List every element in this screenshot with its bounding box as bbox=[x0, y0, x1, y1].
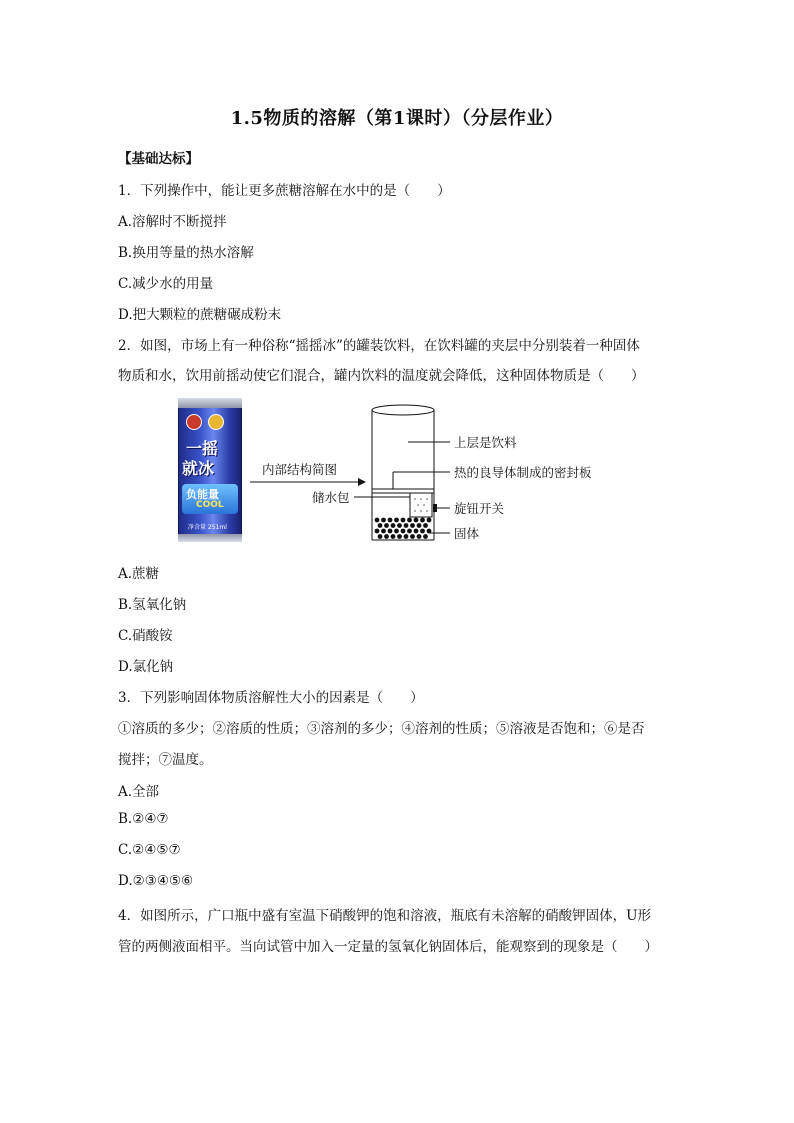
sealing-plate bbox=[372, 489, 434, 493]
question-3-stem-line-2: ①溶质的多少；②溶质的性质；③溶剂的多少；④溶剂的性质；⑤溶液是否饱和；⑥是否 bbox=[118, 721, 645, 737]
question-3-option-c: C.②④⑤⑦ bbox=[118, 842, 181, 858]
can-text-3: 负能量 bbox=[186, 488, 219, 501]
solid-particle bbox=[420, 518, 425, 523]
solid-particle bbox=[407, 529, 412, 534]
water-bag bbox=[410, 493, 432, 517]
question-2-stem-line-1: 2．如图，市场上有一种俗称“摇摇冰”的罐装饮料，在饮料罐的夹层中分别装着一种固体 bbox=[118, 338, 640, 354]
question-3-option-d: D.②③④⑤⑥ bbox=[118, 873, 194, 889]
solid-particle bbox=[410, 534, 415, 539]
cylinder-top bbox=[372, 405, 434, 415]
solid-particle bbox=[397, 534, 402, 539]
solid-particle bbox=[388, 518, 393, 523]
question-2-stem-line-2: 物质和水，饮用前摇动使它们混合，罐内饮料的温度就会降低，这种固体物质是（ ） bbox=[118, 368, 645, 384]
solid-particle bbox=[384, 534, 389, 539]
can-text-1: 一摇 bbox=[186, 439, 219, 458]
solid-particle bbox=[375, 518, 380, 523]
internal-structure-diagram bbox=[250, 392, 592, 552]
solid-particle bbox=[375, 529, 380, 534]
page-title: 1.5物质的溶解（第1课时）（分层作业） bbox=[230, 108, 564, 129]
can-rim-top bbox=[178, 398, 242, 408]
solid-particle bbox=[391, 523, 396, 528]
solid-particle bbox=[410, 523, 415, 528]
solid-particle bbox=[378, 534, 383, 539]
solid-particle bbox=[401, 529, 406, 534]
question-4-stem-line-2: 管的两侧液面相平。当向试管中加入一定量的氢氧化钠固体后，能观察到的现象是（ ） bbox=[118, 939, 658, 955]
solid-particle bbox=[427, 518, 432, 523]
can-text-2: 就冰 bbox=[182, 459, 215, 478]
section-heading: 【基础达标】 bbox=[118, 151, 199, 167]
question-1-option-a: A.溶解时不断搅拌 bbox=[118, 214, 227, 230]
question-1-stem: 1．下列操作中，能让更多蔗糖溶解在水中的是（ ） bbox=[118, 183, 451, 199]
question-4-stem-line-1: 4．如图所示，广口瓶中盛有室温下硝酸钾的饱和溶液，瓶底有未溶解的硝酸钾固体，U形 bbox=[118, 908, 651, 924]
solid-particle bbox=[414, 518, 419, 523]
solid-particle bbox=[423, 523, 428, 528]
solid-particle bbox=[388, 529, 393, 534]
solid-particle bbox=[414, 529, 419, 534]
solid-particle bbox=[394, 518, 399, 523]
question-3-stem-line-1: 3．下列影响固体物质溶解性大小的因素是（ ） bbox=[118, 690, 424, 706]
question-2-option-d: D.氯化钠 bbox=[118, 659, 174, 675]
label-upper: 上层是饮料 bbox=[454, 435, 517, 450]
solid-particle bbox=[417, 534, 422, 539]
label-plate: 热的良导体制成的密封板 bbox=[454, 465, 592, 480]
solid-particle bbox=[394, 529, 399, 534]
question-3-stem-line-3: 搅拌；⑦温度。 bbox=[118, 752, 213, 768]
arrow-head bbox=[358, 478, 366, 486]
solid-particle bbox=[407, 518, 412, 523]
can-text-4: COOL bbox=[196, 500, 224, 510]
question-1-option-c: C.减少水的用量 bbox=[118, 276, 214, 292]
question-2-option-c: C.硝酸铵 bbox=[118, 628, 173, 644]
solid-particle bbox=[391, 534, 396, 539]
solid-particles bbox=[375, 518, 432, 539]
solid-particle bbox=[381, 518, 386, 523]
question-3-option-b: B.②④⑦ bbox=[118, 811, 169, 827]
solid-particle bbox=[423, 534, 428, 539]
knob-switch bbox=[433, 504, 437, 512]
question-3-option-a: A.全部 bbox=[118, 784, 160, 800]
label-solid: 固体 bbox=[454, 526, 480, 541]
solid-particle bbox=[384, 523, 389, 528]
question-1-option-b: B.换用等量的热水溶解 bbox=[118, 245, 254, 261]
question-2-option-b: B.氢氧化钠 bbox=[118, 597, 187, 613]
arrow-label: 内部结构简图 bbox=[262, 462, 338, 477]
label-knob: 旋钮开关 bbox=[454, 501, 505, 516]
yaoyaobing-figure bbox=[170, 392, 592, 552]
question-2-option-a: A.蔗糖 bbox=[118, 566, 160, 582]
solid-particle bbox=[378, 523, 383, 528]
question-1-option-d: D.把大颗粒的蔗糖碾成粉末 bbox=[118, 307, 282, 323]
solid-particle bbox=[401, 518, 406, 523]
solid-particle bbox=[397, 523, 402, 528]
can-text-5: 净含量 251ml bbox=[188, 524, 227, 531]
solid-particle bbox=[404, 523, 409, 528]
drink-can-image bbox=[178, 398, 242, 542]
label-water-bag: 储水包 bbox=[312, 490, 350, 505]
can-badge-icon bbox=[186, 414, 202, 430]
solid-particle bbox=[420, 529, 425, 534]
can-badge-icon bbox=[208, 414, 224, 430]
solid-particle bbox=[404, 534, 409, 539]
can-rim-bottom bbox=[178, 534, 242, 542]
solid-particle bbox=[381, 529, 386, 534]
solid-particle bbox=[417, 523, 422, 528]
